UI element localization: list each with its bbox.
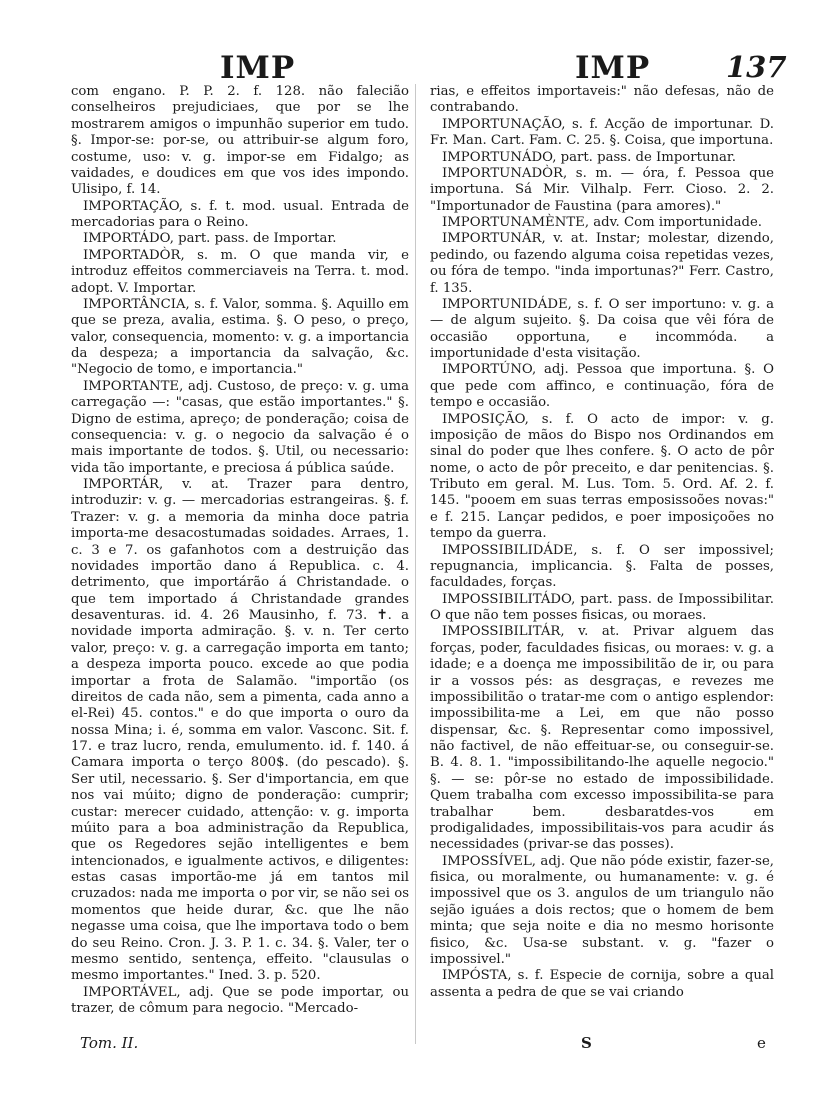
dictionary-entry: IMPORTUNADÒR, s. m. — óra, f. Pessoa que importuna. Sá Mir. Vilhalp. Ferr. Cioso. 2. 2. "Importunador de Faustina (para amores)." xyxy=(430,165,774,214)
dictionary-entry: IMPORTÚNO, adj. Pessoa que importuna. §. O que pede com affinco, e continuação, fóra de tempo e occasião. xyxy=(430,362,774,411)
dictionary-entry: IMPOSSIBILIDÁDE, s. f. O ser impossivel; repugnancia, implicancia. §. Falta de posses, faculdades, forças. xyxy=(430,542,774,591)
dictionary-entry: IMPORTUNÁR, v. at. Instar; molestar, dizendo, pedindo, ou fazendo alguma coisa repetidas vezes, ou fóra de tempo. "inda importunas?" Ferr. Castro, f. 135. xyxy=(430,231,774,296)
dictionary-entry: IMPORTANTE, adj. Custoso, de preço: v. g. uma carregação —: "casas, que estão importantes." §. Digno de estima, apreço; de ponderação; coisa de consequencia: v. g. o negocio da salvação é o mais importante de todos. §. Util, ou necessario: vida tão importante, e preciosa á pública saúde. xyxy=(71,378,409,476)
dictionary-entry: IMPORTÁR, v. at. Trazer para dentro, introduzir: v. g. — mercadorias estrangeiras. §. f. Trazer: v. g. a memoria da minha doce patria importa-me desacostumadas soidades. Arraes, 1. c. 3 e 7. os gafanhotos com a destruição das novidades importão dano á Republica. c. 4. detrimento, que importárão á Christandade. o que tem importado á Christandade grandes desaventuras. id. 4. 26 Mausinho, f. 73. ✝. a novidade importa admiração. §. v. n. Ter certo valor, preço: v. g. a carregação importa em tanto; a despeza importa pouco. excede ao que podia importar a frota de Salamão. "importão (os direitos de cada não, sem a pimenta, cada anno a el-Rei) 45. contos." e do que importa o ouro da nossa Mina; i. é, somma em valor. Vasconc. Sit. f. 17. e traz lucro, renda, emulumento. id. f. 140. á Camara importa o terço 800$. (do pescado). §. Ser util, necessario. §. Ser d'importancia, em que nos vai múito; digno de ponderação: cumprir; custar: merecer cuidado, attenção: v. g. importa múito para a boa administração da Republica, que os Regedores sejão intelligentes e bem intencionados, e igualmente activos, e diligentes: estas casas importão-me já em tantos mil cruzados: nada me importa o por vir, se não sei os momentos que heide durar, &c. que lhe não negasse uma coisa, que lhe importava todo o bem do seu Reino. Cron. J. 3. P. 1. c. 34. §. Valer, ter o mesmo sentido, sentença, effeito. "clausulas o mesmo importantes." Ined. 3. p. 520. xyxy=(71,477,409,984)
dictionary-entry: IMPORTUNIDÁDE, s. f. O ser importuno: v. g. a — de algum sujeito. §. Da coisa que vêi fóra de occasião opportuna, e incommóda. a importunidade d'esta visitação. xyxy=(430,296,774,361)
dictionary-entry: com engano. P. P. 2. f. 128. não falecião conselheiros prejudiciaes, que por se lhe mostrarem amigos o impunhão superior em tudo. §. Impor-se: por-se, ou attribuir-se algum foro, costume, uso: v. g. impor-se em Fidalgo; as vaidades, e doudices em que vos ides impondo. Ulisipo, f. 14. xyxy=(71,84,409,198)
right-column xyxy=(430,84,774,1001)
dictionary-entry: IMPOSSIBILITÁR, v. at. Privar alguem das forças, poder, faculdades fisicas, ou moraes: v. g. a idade; e a doença me impossibilitão de ir, ou para ir a vossos pés: as desgraças, e revezes me impossibilitão o tratar-me com o antigo esplendor: impossibilita-me a Lei, em que não posso dispensar, &c. §. Representar como impossivel, não factivel, de não effeituar-se, ou conseguir-se. B. 4. 8. 1. "impossibilitando-lhe aquelle negocio." §. — se: pôr-se no estado de impossibilidade. Quem trabalha com excesso impossibilita-se para trabalhar bem. desbaratdes-vos em prodigalidades, impossibilitais-vos para acudir ás necessidades (privar-se das posses). xyxy=(430,624,774,853)
dictionary-entry: rias, e effeitos importaveis:" não defesas, não de contrabando. xyxy=(430,84,774,116)
gathering-signature: S xyxy=(581,1034,592,1052)
running-head-left: IMP xyxy=(220,50,296,86)
dictionary-entry: IMPOSSIBILITÁDO, part. pass. de Impossibilitar. O que não tem posses fisicas, ou moraes. xyxy=(430,591,774,623)
dictionary-entry: IMPORTÂNCIA, s. f. Valor, somma. §. Aquillo em que se preza, avalia, estima. §. O peso, o preço, valor, consequencia, momento: v. g. a importancia da despeza; a importancia da salvação, &c. "Negocio de tomo, e importancia." xyxy=(71,296,409,378)
dictionary-entry: IMPORTUNÁDO, part. pass. de Importunar. xyxy=(442,149,736,165)
dictionary-entry: IMPOSIÇÃO, s. f. O acto de impor: v. g. imposição de mãos do Bispo nos Ordinandos em sinal do poder que lhes confere. §. O acto de pôr nome, o acto de pôr preceito, e dar penitencias. §. Tributo em geral. M. Lus. Tom. 5. Ord. Af. 2. f. 145. "pooem em suas terras emposissoões novas:" e f. 215. Lançar pedidos, e poer imposiçoões no tempo da guerra. xyxy=(430,411,774,542)
dictionary-entry: IMPORTÁDO, part. pass. de Importar. xyxy=(83,231,337,247)
catchword: e xyxy=(757,1034,766,1052)
dictionary-entry: IMPORTÁVEL, adj. Que se pode importar, ou trazer, de cômum para negocio. "Mercado- xyxy=(71,984,409,1016)
dictionary-entry: IMPORTUNAMÈNTE, adv. Com importunidade. xyxy=(442,215,763,230)
dictionary-entry: IMPORTADÒR, s. m. O que manda vir, e introduz effeitos commerciaveis na Terra. t. mod. adopt. V. Importar. xyxy=(71,247,409,296)
page-number: 137 xyxy=(726,50,787,84)
column-divider xyxy=(415,84,416,1044)
left-column xyxy=(71,84,409,1017)
dictionary-entry: IMPOSSÍVEL, adj. Que não póde existir, fazer-se, fisica, ou moralmente, ou humanamente: v. g. é impossivel que os 3. angulos de um triangulo não sejão iguáes a dois rectos; que o homem de bem minta; que seja noite e dia no mesmo horisonte fisico, &c. Usa-se substant. v. g. "fazer o impossivel." xyxy=(430,853,774,967)
dictionary-entry: IMPORTAÇÃO, s. f. t. mod. usual. Entrada de mercadorias para o Reino. xyxy=(71,198,409,230)
dictionary-entry: IMPÓSTA, s. f. Especie de cornija, sobre a qual assenta a pedra de que se vai criando xyxy=(430,968,774,1000)
running-head-right: IMP xyxy=(575,50,651,86)
volume-signature: Tom. II. xyxy=(80,1034,139,1052)
dictionary-entry: IMPORTUNAÇÃO, s. f. Acção de importunar. D. Fr. Man. Cart. Fam. C. 25. §. Coisa, que importuna. xyxy=(430,116,774,149)
